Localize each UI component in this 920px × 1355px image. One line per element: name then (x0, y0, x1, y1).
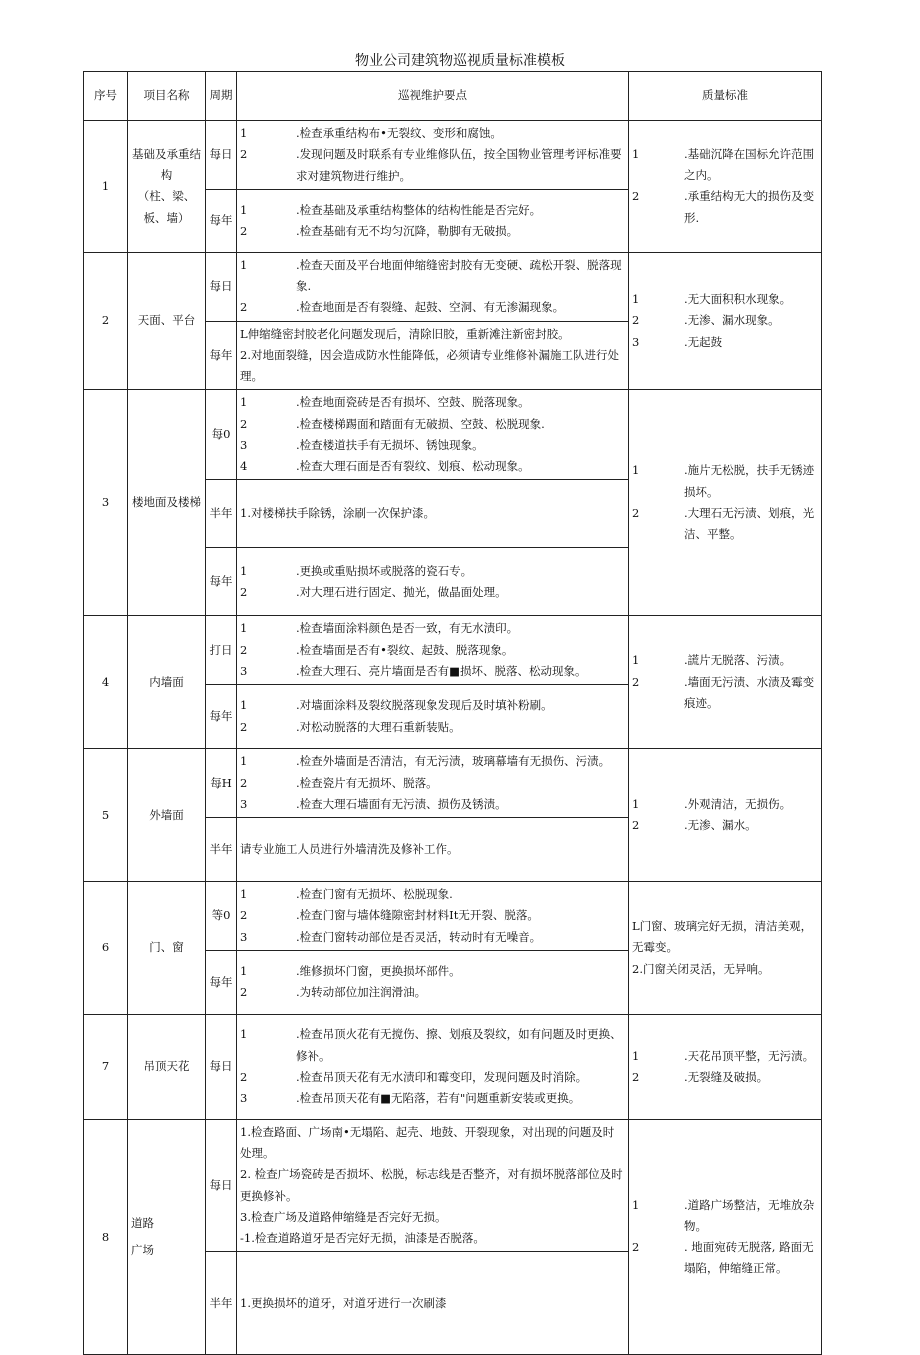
point-text: .检查地面是否有裂缝、起鼓、空洞、有无渗漏现象。 (296, 300, 565, 315)
standard-item (632, 503, 818, 546)
point-item (240, 1088, 625, 1109)
point-text: .检查基础有无不均匀沉降，勒脚有无破损。 (296, 223, 519, 238)
point-text: .检查天面及平台地面伸缩缝密封胶有无变硬、疏松开裂、脱落现象. (296, 257, 622, 294)
point-text: .对墙面涂料及裂纹脱落现象发现后及时填补粉刷。 (296, 698, 553, 713)
point-number: 4 (240, 459, 248, 474)
standard-number: 1 (632, 1197, 640, 1212)
standard-number: 3 (632, 334, 640, 349)
row-name-second: 广场 (131, 1243, 154, 1258)
point-text: .更换或重贴损坏或脱落的瓷石专。 (296, 563, 473, 578)
row-points (237, 189, 629, 252)
point-text: .发现问题及时联系有专业维修队伍，按全国物业管理考评标准要求对建筑物进行维护。 (296, 147, 622, 183)
standard-item (632, 289, 818, 310)
row-seq: 4 (84, 616, 128, 749)
row-name (128, 1119, 206, 1355)
standard-text: .天花吊顶平整，无污渍。 (684, 1048, 815, 1063)
row-period: 半年 (206, 818, 237, 882)
standard-item (632, 310, 818, 331)
standard-item (632, 186, 818, 229)
point-text: .检查墙面涂料颜色是否一致，有无水渍印。 (296, 621, 519, 636)
point-text: .检查吊顶天花有■无陷落，若有"问题重新安装或更换。 (296, 1091, 581, 1106)
row-name-text: 外墙面 (149, 807, 184, 822)
row-name-text: 楼地面及楼梯 (132, 495, 201, 510)
point-text: .检查吊顶火花有无搅伤、擦、划痕及裂纹，如有问题及时更换、修补。 (296, 1027, 622, 1063)
row-period: 每日 (206, 121, 237, 190)
standard-text: .无裂缝及破损。 (684, 1069, 769, 1084)
row-period: 每年 (206, 548, 237, 616)
row-name-text: 基础及承重结构 (132, 146, 201, 183)
row-seq: 1 (84, 121, 128, 253)
standard-number: 2 (632, 1069, 640, 1084)
point-number: 1 (240, 1027, 248, 1042)
point-number: 1 (240, 887, 248, 902)
standard-number: 1 (632, 292, 640, 307)
point-text: .检查瓷片有无损坏、脱落。 (296, 775, 438, 790)
point-item (240, 123, 625, 144)
row-points (237, 1119, 629, 1252)
document-title: 物业公司建筑物巡视质量标准模板 (355, 53, 565, 69)
table-row (84, 1014, 822, 1119)
row-name-text: 道路 (131, 1215, 154, 1230)
row-points (237, 950, 629, 1014)
point-text: .检查楼梯踢面和踏面有无破损、空鼓、松脱现象. (296, 416, 545, 431)
point-number: 2 (240, 147, 248, 162)
row-points (237, 1014, 629, 1119)
row-period: 每0 (206, 390, 237, 480)
standard-text: .外观清洁，无损伤。 (684, 796, 792, 811)
standard-text: .道路广场整洁，无堆放杂物。 (684, 1197, 815, 1233)
standard-number: 1 (632, 146, 640, 161)
row-period: 每日 (206, 1119, 237, 1252)
standard-paragraph: L门窗、玻璃完好无损，清洁美观，无霉变。 (632, 919, 813, 955)
point-number: 2 (240, 1069, 248, 1084)
row-name (128, 616, 206, 749)
header-name: 项目名称 (128, 72, 206, 121)
point-number: 2 (240, 985, 248, 1000)
standard-number: 2 (632, 818, 640, 833)
row-name-text: 天面、平台 (137, 313, 196, 328)
standard-text: .謊片无脱落、污渍。 (684, 653, 792, 668)
point-text: .对松动脱落的大理石重新装贴。 (296, 719, 461, 734)
point-number: 1 (240, 257, 248, 272)
point-item (240, 961, 625, 982)
point-item (240, 561, 625, 582)
header-row (84, 72, 822, 121)
standard-number: 2 (632, 189, 640, 204)
point-text: .对大理石进行固定、抛光，做晶面处理。 (296, 584, 507, 599)
row-points (237, 685, 629, 749)
point-number: 1 (240, 395, 248, 410)
point-number: 3 (240, 1091, 248, 1106)
row-period: 每年 (206, 950, 237, 1014)
row-standard (629, 252, 822, 390)
point-text: .检查承重结构布•无裂纹、变形和腐蚀。 (296, 126, 502, 140)
standard-number: 1 (632, 463, 640, 478)
point-paragraph: 2.对地面裂缝，因会造成防水性能降低，必须请专业维修补漏施工队进行处理。 (240, 347, 619, 384)
point-number: 2 (240, 416, 248, 431)
standard-item (632, 1195, 818, 1238)
point-text: .检查吊顶天花有无水渍印和霉变印，发现问题及时消除。 (296, 1069, 588, 1084)
row-points (237, 252, 629, 321)
row-points (237, 616, 629, 685)
point-item (240, 695, 625, 716)
row-period: 半年 (206, 480, 237, 548)
row-name (128, 1014, 206, 1119)
point-number: 1 (240, 202, 248, 217)
point-number: 2 (240, 300, 248, 315)
header-period: 周期 (206, 72, 237, 121)
table-row (84, 252, 822, 321)
standard-item (632, 1067, 818, 1088)
row-period: 每日 (206, 252, 237, 321)
point-item (240, 582, 625, 603)
standard-item (632, 332, 818, 353)
point-paragraph: 请专业施工人员进行外墙清洗及修补工作。 (240, 841, 459, 856)
row-standard (629, 749, 822, 882)
point-item (240, 717, 625, 738)
standard-number: 2 (632, 1240, 640, 1255)
point-number: 3 (240, 929, 248, 944)
header-seq: 序号 (84, 72, 128, 121)
row-points (237, 749, 629, 818)
standard-item (632, 672, 818, 715)
standard-text: .大理石无污渍、划痕，光洁、平整。 (684, 505, 815, 542)
row-period: 半年 (206, 1252, 237, 1355)
header-points: 巡视维护要点 (237, 72, 629, 121)
point-text: .检查门窗有无损坏、松脱现象. (296, 887, 453, 902)
point-text: .检查楼道扶手有无损坏、锈蚀现象。 (296, 437, 484, 452)
row-name (128, 121, 206, 253)
row-standard (629, 616, 822, 749)
row-name-text: 门、窗 (149, 940, 184, 955)
point-text: .检查墙面是否有•裂纹、起鼓、脱落现象。 (296, 642, 514, 657)
point-item (240, 221, 625, 242)
row-name (128, 749, 206, 882)
point-paragraph: L伸缩缝密封胶老化问题发现后，清除旧胶，重新滩注新密封胶。 (240, 326, 570, 341)
standard-text: .基础沉降在国标允许范围之内。 (684, 146, 815, 183)
row-points (237, 1252, 629, 1355)
row-name-sub: （柱、梁、板、墙） (137, 189, 196, 225)
row-period: 每年 (206, 685, 237, 749)
point-paragraph: 2. 检查广场瓷砖是否损坏、松脱，标志线是否整齐，对有损坏脱落部位及时更换修补。 (240, 1167, 623, 1203)
standard-text: .无渗、漏水现象。 (684, 313, 780, 328)
standard-text: . 地面宛砖无脱落, 路面无塌陷，伸缩缝正常。 (684, 1240, 814, 1276)
row-points (237, 390, 629, 480)
standard-paragraph: 2.门窗关闭灵活，无异响。 (632, 961, 770, 976)
point-text: .检查外墙面是否清洁，有无污渍，玻璃幕墙有无损伤、污渍。 (296, 754, 611, 769)
point-item (240, 297, 625, 318)
standard-text: .墙面无污渍、水渍及霉变痕迹。 (684, 674, 815, 710)
point-text: .为转动部位加注润滑油。 (296, 985, 427, 1000)
point-paragraph: 1.更换损坏的道牙，对道牙进行一次刷漆 (240, 1295, 447, 1310)
point-paragraph: 3.检查广场及道路伸缩缝是否完好无损。 (240, 1209, 447, 1224)
row-period: 等0 (206, 882, 237, 951)
point-number: 2 (240, 584, 248, 599)
row-period: 每日 (206, 1014, 237, 1119)
table-row (84, 390, 822, 480)
row-name-text: 吊顶天花 (143, 1059, 190, 1074)
point-number: 2 (240, 642, 248, 657)
row-points (237, 321, 629, 390)
point-number: 1 (240, 126, 248, 140)
point-text: .检查大理石、亮片墙面是否有■损坏、脱落、松动现象。 (296, 663, 587, 678)
row-seq: 8 (84, 1119, 128, 1355)
row-name (128, 882, 206, 1015)
standard-text: .无大面积积水现象。 (684, 292, 792, 307)
point-item (240, 456, 625, 477)
point-number: 3 (240, 663, 248, 678)
row-standard (629, 882, 822, 1015)
standard-item (632, 144, 818, 187)
standard-number: 1 (632, 1048, 640, 1063)
point-number: 1 (240, 754, 248, 769)
point-item (240, 414, 625, 435)
standard-number: 1 (632, 796, 640, 811)
point-paragraph: 1.检查路面、广场南•无塌陷、起壳、地鼓、开裂现象，对出现的问题及时处理。 (240, 1124, 615, 1161)
row-standard (629, 121, 822, 253)
point-text: .检查大理石面是否有裂纹、划痕、松动现象。 (296, 459, 530, 474)
standard-item (632, 815, 818, 836)
standard-item (632, 650, 818, 671)
point-number: 1 (240, 698, 248, 713)
point-item (240, 982, 625, 1003)
point-item (240, 661, 625, 682)
point-item (240, 255, 625, 298)
point-number: 1 (240, 563, 248, 578)
row-standard (629, 1014, 822, 1119)
table-row (84, 1119, 822, 1252)
standard-item (632, 460, 818, 503)
point-text: .检查基础及承重结构整体的结构性能是否完好。 (296, 202, 542, 217)
table-row (84, 749, 822, 818)
point-text: .检查大理石墙面有无污渍、损伤及锈渍。 (296, 796, 507, 811)
row-period: 每年 (206, 189, 237, 252)
point-item (240, 435, 625, 456)
row-standard (629, 390, 822, 616)
row-seq: 5 (84, 749, 128, 882)
standard-text: .承重结构无大的损伤及变形. (684, 189, 815, 225)
point-item (240, 1024, 625, 1067)
row-points (237, 548, 629, 616)
point-number: 2 (240, 775, 248, 790)
point-item (240, 144, 625, 187)
point-number: 2 (240, 223, 248, 238)
point-paragraph: 1.对楼梯扶手除锈，涂刷一次保护漆。 (240, 506, 435, 521)
point-item (240, 751, 625, 772)
standard-item (632, 794, 818, 815)
point-item (240, 392, 625, 413)
point-number: 3 (240, 437, 248, 452)
point-text: .检查地面瓷砖是否有损坏、空鼓、脱落现象。 (296, 395, 530, 410)
point-item (240, 884, 625, 905)
standard-item (632, 1046, 818, 1067)
point-item (240, 200, 625, 221)
point-item (240, 640, 625, 661)
row-period: 每H (206, 749, 237, 818)
point-item (240, 618, 625, 639)
point-paragraph: -1.检查道路道牙是否完好无损，油漆是否脱落。 (240, 1231, 485, 1246)
standard-text: .无起鼓 (684, 334, 723, 349)
table-row (84, 616, 822, 685)
standard-number: 2 (632, 674, 640, 689)
row-period: 打日 (206, 616, 237, 685)
table-row (84, 121, 822, 190)
point-number: 3 (240, 796, 248, 811)
point-number: 1 (240, 964, 248, 979)
row-points (237, 882, 629, 951)
row-name (128, 252, 206, 390)
row-name (128, 390, 206, 616)
row-points (237, 480, 629, 548)
row-seq: 2 (84, 252, 128, 390)
point-text: .检查门窗与墙体缝隙密封材料It无开裂、脱落。 (296, 908, 539, 923)
row-name-text: 内墙面 (149, 674, 184, 689)
row-seq: 6 (84, 882, 128, 1015)
point-item (240, 773, 625, 794)
point-number: 1 (240, 621, 248, 636)
row-period: 每年 (206, 321, 237, 390)
point-item (240, 905, 625, 926)
standard-item (632, 1237, 818, 1280)
standard-text: .施片无松脱，扶手无锈迹损坏。 (684, 463, 815, 499)
standard-number: 1 (632, 653, 640, 668)
row-seq: 3 (84, 390, 128, 616)
point-number: 2 (240, 719, 248, 734)
point-text: .检查门窗转动部位是否灵活，转动时有无噪音。 (296, 929, 542, 944)
row-points (237, 818, 629, 882)
inspection-standard-table (83, 71, 822, 1355)
row-points (237, 121, 629, 190)
point-item (240, 794, 625, 815)
standard-number: 2 (632, 313, 640, 328)
standard-number: 2 (632, 505, 640, 520)
point-number: 2 (240, 908, 248, 923)
row-standard (629, 1119, 822, 1355)
point-text: .维修损坏门窗，更换损坏部件。 (296, 964, 461, 979)
header-standard: 质量标准 (629, 72, 822, 121)
table-row (84, 882, 822, 951)
point-item (240, 1067, 625, 1088)
point-item (240, 927, 625, 948)
row-seq: 7 (84, 1014, 128, 1119)
standard-text: .无渗、漏水。 (684, 818, 757, 833)
